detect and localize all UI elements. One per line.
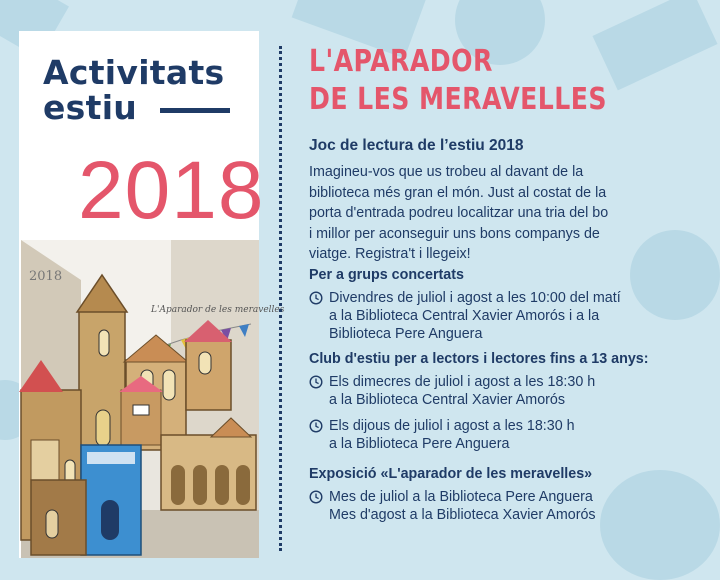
- intro-line: Imagineu-vos que us trobeu al davant de la: [309, 164, 584, 180]
- schedule-line: Mes de juliol a la Biblioteca Pere Anguera: [329, 489, 593, 505]
- intro-line: i millor per aconseguir uns bons companys de: [309, 225, 600, 242]
- schedule-line: a la Biblioteca Pere Anguera: [329, 436, 510, 452]
- clock-icon: [309, 419, 323, 433]
- schedule-line: Els dimecres de juliol i agost a les 18:30 h: [329, 374, 596, 390]
- event-title-line1: Activitats: [43, 53, 225, 92]
- section-title-club: Club d'estiu per a lectors i lectores fins a 13 anys:: [309, 351, 649, 367]
- schedule-line: a la Biblioteca Central Xavier Amorós: [329, 392, 566, 408]
- event-year: 2018: [78, 145, 265, 236]
- cardboard-castle-illustration: [21, 240, 285, 558]
- schedule-line: Biblioteca Pere Anguera: [329, 326, 483, 342]
- clock-icon: [309, 375, 323, 389]
- background-shape: [600, 470, 720, 580]
- schedule-line: Mes d'agost a la Biblioteca Xavier Amorós: [329, 507, 596, 523]
- schedule-line: Els dijous de juliol i agost a les 18:30 h: [329, 418, 575, 434]
- photo-year-text: 2018: [29, 269, 63, 284]
- section-title-groups: Per a grups concertats: [309, 267, 464, 283]
- intro-paragraph: [309, 162, 651, 265]
- main-heading-line1: L'APARADOR: [309, 44, 493, 79]
- background-shape: [592, 0, 717, 90]
- clock-icon: [309, 291, 323, 305]
- schedule-line: Divendres de juliol i agost a les 10:00 del matí: [329, 290, 621, 306]
- schedule-line: a la Biblioteca Central Xavier Amorós i a la: [329, 308, 600, 324]
- section-title-exhibition: Exposició «L'aparador de les meravelles»: [309, 466, 593, 482]
- title-underline: [160, 108, 230, 113]
- event-title-line2: estiu: [43, 88, 138, 127]
- subtitle: Joc de lectura de l’estiu 2018: [309, 137, 524, 154]
- clock-icon: [309, 490, 323, 504]
- main-heading-line2: DE LES MERAVELLES: [309, 82, 607, 117]
- intro-line: biblioteca més gran el món. Just al costat de la: [309, 184, 607, 201]
- photo-sign-text: L'Aparador de les meravelles: [151, 305, 285, 315]
- intro-line: viatge. Registra't i llegeix!: [309, 246, 471, 263]
- intro-line: porta d'entrada podreu localitzar una tria del bo: [309, 205, 609, 222]
- dotted-divider: [279, 46, 282, 551]
- photo-cardboard-castle: [21, 240, 285, 558]
